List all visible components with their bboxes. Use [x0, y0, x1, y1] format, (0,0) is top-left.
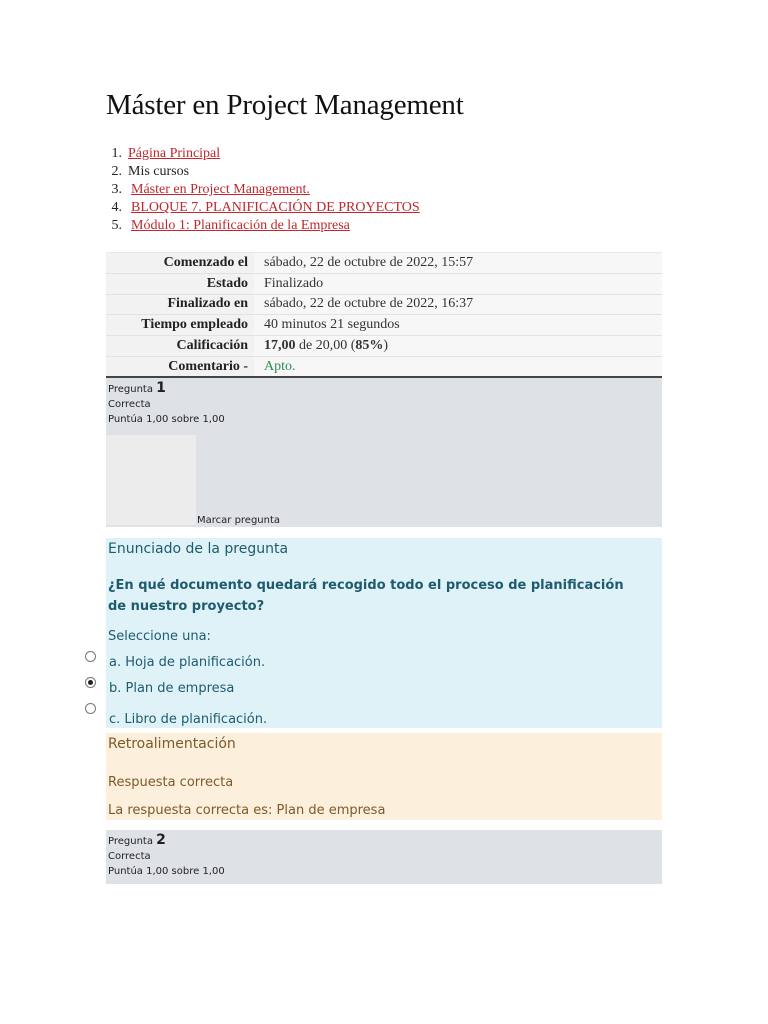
breadcrumb-link-course[interactable]: Máster en Project Management. — [131, 182, 310, 197]
breadcrumb-item-block[interactable]: 4. BLOQUE 7. PLANIFICACIÓN DE PROYECTOS — [111, 200, 420, 215]
summary-label: Comentario - — [106, 356, 254, 377]
summary-value: 40 minutos 21 segundos — [254, 315, 662, 336]
summary-value — [254, 336, 662, 357]
summary-row-state — [106, 273, 662, 294]
feedback-answer: La respuesta correcta es: Plan de empresa — [108, 803, 386, 818]
breadcrumb-link-home[interactable]: Página Principal — [128, 146, 221, 161]
question-2-info — [106, 830, 662, 884]
summary-row-comment — [106, 356, 662, 377]
feedback-correct: Respuesta correcta — [108, 775, 234, 790]
summary-row-time — [106, 315, 662, 336]
summary-label: Comenzado el — [106, 253, 254, 274]
question-1-info — [106, 378, 662, 527]
question-prefix: Pregunta — [108, 836, 153, 847]
summary-value — [254, 356, 662, 377]
page-title: Máster en Project Management — [106, 89, 464, 121]
breadcrumb — [106, 145, 420, 235]
breadcrumb-item-home[interactable]: 1. Página Principal — [111, 146, 221, 161]
answer-option-b[interactable]: b. Plan de empresa — [109, 681, 235, 696]
question-score: Puntúa 1,00 sobre 1,00 — [108, 414, 225, 425]
question-1-feedback — [106, 733, 662, 820]
question-1-content — [106, 538, 662, 728]
question-number: 1 — [156, 380, 166, 396]
summary-value: sábado, 22 de octubre de 2022, 16:37 — [254, 294, 662, 315]
answer-option-c[interactable]: c. Libro de planificación. — [109, 712, 268, 727]
breadcrumb-item-course[interactable]: 3. Máster en Project Management. — [111, 182, 310, 197]
question-prefix: Pregunta — [108, 384, 153, 395]
question-status: Correcta — [108, 851, 151, 862]
summary-row-grade — [106, 336, 662, 357]
comment-value: Apto. — [264, 358, 296, 374]
breadcrumb-link-module[interactable]: Módulo 1: Planificación de la Empresa — [131, 218, 350, 233]
summary-label: Tiempo empleado — [106, 315, 254, 336]
attempt-summary-table — [106, 252, 662, 378]
question-number: 2 — [156, 832, 166, 848]
summary-label: Finalizado en — [106, 294, 254, 315]
breadcrumb-item-my-courses: 2. Mis cursos — [111, 164, 190, 179]
summary-row-started — [106, 253, 662, 274]
grade-score: 17,00 — [264, 338, 296, 354]
summary-label: Estado — [106, 273, 254, 294]
feedback-heading: Retroalimentación — [108, 736, 236, 752]
breadcrumb-item-module[interactable]: 5. Módulo 1: Planificación de la Empresa — [111, 218, 350, 233]
answer-radio-c[interactable] — [85, 703, 96, 714]
question-score: Puntúa 1,00 sobre 1,00 — [108, 866, 225, 877]
grade-percent: 85% — [355, 338, 384, 354]
question-status: Correcta — [108, 399, 151, 410]
breadcrumb-link-block[interactable]: BLOQUE 7. PLANIFICACIÓN DE PROYECTOS — [131, 200, 420, 215]
answer-radio-a[interactable] — [85, 651, 96, 662]
summary-row-finished — [106, 294, 662, 315]
grade-end: ) — [383, 338, 389, 354]
answer-option-a[interactable]: a. Hoja de planificación. — [109, 655, 266, 670]
question-text: ¿En qué documento quedará recogido todo el proceso de planificación de nuestro proyecto? — [108, 578, 624, 614]
breadcrumb-label-my-courses: Mis cursos — [128, 164, 190, 179]
answer-radio-b[interactable] — [85, 677, 96, 688]
grade-mid: de 20,00 ( — [295, 338, 356, 354]
summary-label: Calificación — [106, 336, 254, 357]
question-info-panel — [106, 435, 196, 525]
summary-value: sábado, 22 de octubre de 2022, 15:57 — [254, 253, 662, 274]
flag-question-link[interactable]: Marcar pregunta — [197, 515, 281, 526]
question-heading: Enunciado de la pregunta — [108, 541, 289, 557]
question-prompt: Seleccione una: — [108, 629, 211, 644]
summary-value: Finalizado — [254, 273, 662, 294]
